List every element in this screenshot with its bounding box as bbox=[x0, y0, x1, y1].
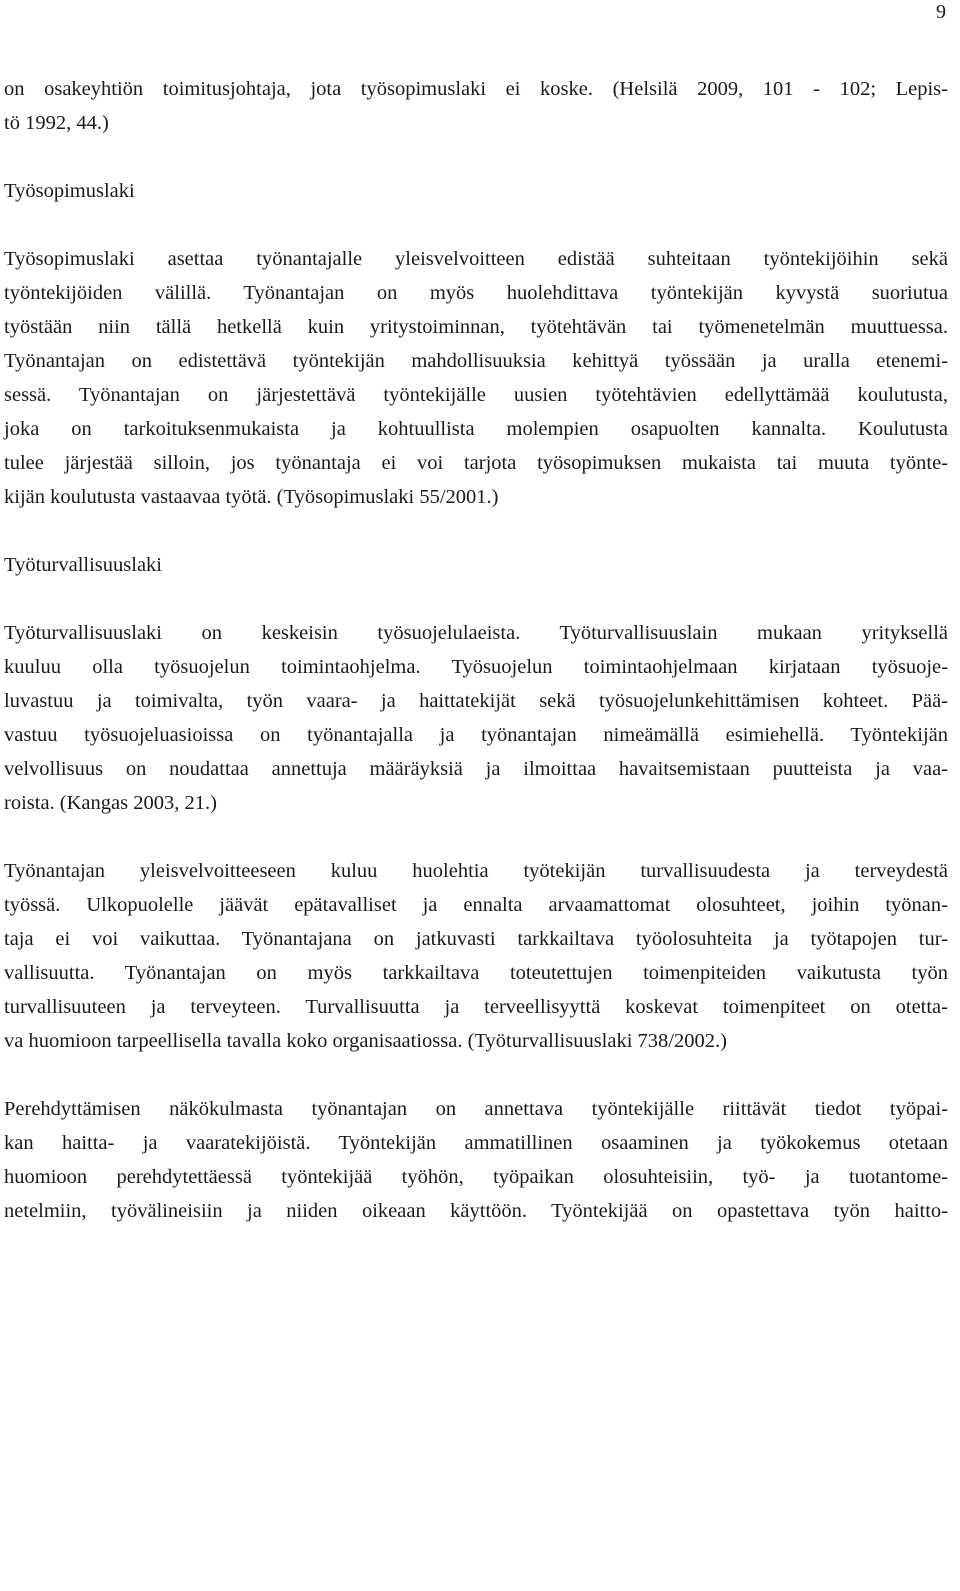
page-number: 9 bbox=[936, 1, 946, 23]
spacer bbox=[4, 582, 948, 616]
text-line: va huomioon tarpeellisella tavalla koko organisaatiossa. (Työturvallisuuslaki 738/2002.) bbox=[4, 1030, 727, 1052]
text-line: työssä. Ulkopuolelle jäävät epätavalliset ja ennalta arvaamattomat olosuhteet, joihin työnan- bbox=[4, 894, 948, 916]
text-line: kan haitta- ja vaaratekijöistä. Työntekijän ammatillinen osaaminen ja työkokemus otetaan bbox=[4, 1132, 948, 1154]
text-line: Työnantajan yleisvelvoitteeseen kuluu huolehtia työtekijän turvallisuudesta ja terveydestä bbox=[4, 860, 948, 882]
paragraph bbox=[4, 616, 948, 820]
paragraph bbox=[4, 854, 948, 1058]
document-body bbox=[4, 72, 948, 1228]
text-line: turvallisuuteen ja terveyteen. Turvallisuutta ja terveellisyyttä koskevat toimenpiteet on otetta- bbox=[4, 996, 948, 1018]
text-line: sessä. Työnantajan on järjestettävä työntekijälle uusien työtehtävien edellyttämää koulutusta, bbox=[4, 384, 948, 406]
text-line: joka on tarkoituksenmukaista ja kohtuullista molempien osapuolten kannalta. Koulutusta bbox=[4, 418, 948, 440]
text-line: työntekijöiden välillä. Työnantajan on myös huolehdittava työntekijän kyvystä suoriutua bbox=[4, 282, 948, 304]
text-line: netelmiin, työvälineisiin ja niiden oikeaan käyttöön. Työntekijää on opastettava työn haitto- bbox=[4, 1200, 948, 1222]
text-line: on osakeyhtiön toimitusjohtaja, jota työsopimuslaki ei koske. (Helsilä 2009, 101 - 102; Lepis- bbox=[4, 78, 948, 100]
text-line: kuuluu olla työsuojelun toimintaohjelma. Työsuojelun toimintaohjelmaan kirjataan työsuoje- bbox=[4, 656, 948, 678]
spacer bbox=[4, 514, 948, 548]
spacer bbox=[4, 208, 948, 242]
text-line: Työsopimuslaki asettaa työnantajalle yleisvelvoitteen edistää suhteitaan työntekijöihin sekä bbox=[4, 248, 948, 270]
text-line: vastuu työsuojeluasioissa on työnantajalla ja työnantajan nimeämällä esimiehellä. Työntekijän bbox=[4, 724, 948, 746]
text-line: Työturvallisuuslaki on keskeisin työsuojelulaeista. Työturvallisuuslain mukaan yrityksellä bbox=[4, 622, 948, 644]
text-line: tulee järjestää silloin, jos työnantaja ei voi tarjota työsopimuksen mukaista tai muuta työnte- bbox=[4, 452, 948, 474]
text-line: kijän koulutusta vastaavaa työtä. (Työsopimuslaki 55/2001.) bbox=[4, 486, 499, 508]
paragraph bbox=[4, 1092, 948, 1228]
text-line: huomioon perehdytettäessä työntekijää työhön, työpaikan olosuhteisiin, työ- ja tuotantome- bbox=[4, 1166, 948, 1188]
text-line: työstään niin tällä hetkellä kuin yritystoiminnan, työtehtävän tai työmenetelmän muuttuessa. bbox=[4, 316, 948, 338]
spacer bbox=[4, 140, 948, 174]
section-heading: Työturvallisuuslaki bbox=[4, 554, 162, 576]
text-line: vallisuutta. Työnantajan on myös tarkkailtava toteutettujen toimenpiteiden vaikutusta työn bbox=[4, 962, 948, 984]
spacer bbox=[4, 820, 948, 854]
text-line: tö 1992, 44.) bbox=[4, 112, 109, 134]
paragraph bbox=[4, 242, 948, 514]
text-line: Työnantajan on edistettävä työntekijän mahdollisuuksia kehittyä työssään ja uralla etenemi- bbox=[4, 350, 948, 372]
paragraph bbox=[4, 72, 948, 140]
text-line: taja ei voi vaikuttaa. Työnantajana on jatkuvasti tarkkailtava työolosuhteita ja työtapojen tur- bbox=[4, 928, 948, 950]
text-line: velvollisuus on noudattaa annettuja määräyksiä ja ilmoittaa havaitsemistaan puutteista ja vaa- bbox=[4, 758, 948, 780]
section-heading: Työsopimuslaki bbox=[4, 180, 135, 202]
spacer bbox=[4, 1058, 948, 1092]
text-line: roista. (Kangas 2003, 21.) bbox=[4, 792, 217, 814]
text-line: Perehdyttämisen näkökulmasta työnantajan on annettava työntekijälle riittävät tiedot työpai- bbox=[4, 1098, 948, 1120]
text-line: luvastuu ja toimivalta, työn vaara- ja haittatekijät sekä työsuojelunkehittämisen kohteet. Pää- bbox=[4, 690, 948, 712]
